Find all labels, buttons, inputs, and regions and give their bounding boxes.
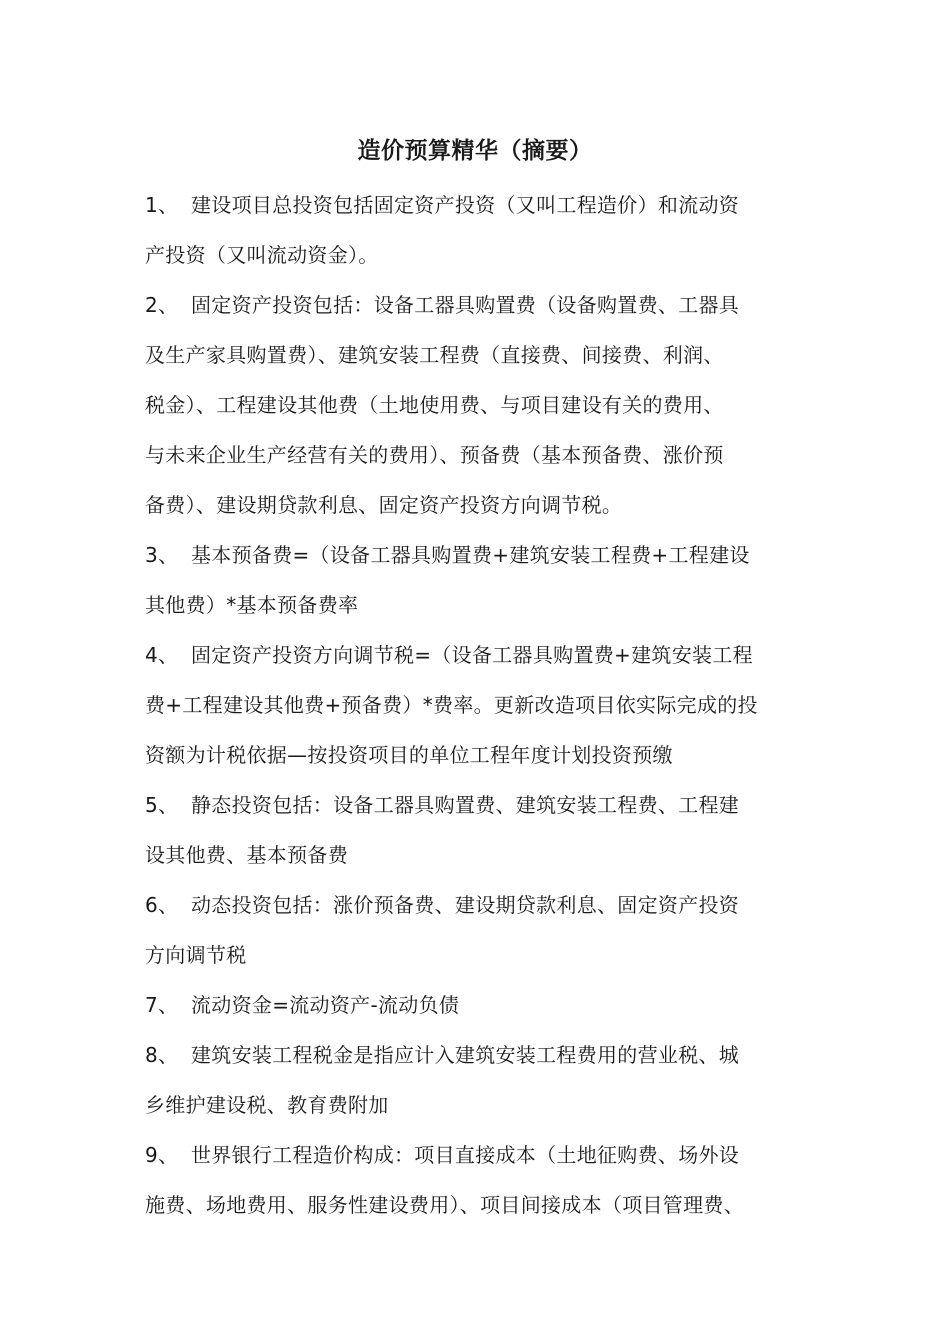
item-text: 固定资产投资方向调节税=（设备工器具购置费+建筑安装工程 xyxy=(191,643,753,667)
item-line xyxy=(145,780,810,830)
item-line xyxy=(145,480,810,530)
item-line xyxy=(145,730,810,780)
list-item xyxy=(145,980,810,1030)
item-number: 6、 xyxy=(145,893,179,917)
list-item xyxy=(145,1130,810,1230)
item-text: 方向调节税 xyxy=(145,943,247,967)
item-line xyxy=(145,280,810,330)
item-text: 建设项目总投资包括固定资产投资（又叫工程造价）和流动资 xyxy=(191,193,740,217)
item-text: 产投资（又叫流动资金）。 xyxy=(145,243,379,267)
item-text: 及生产家具购置费）、建筑安装工程费（直接费、间接费、利润、 xyxy=(145,343,724,367)
item-text: 费+工程建设其他费+预备费）*费率。更新改造项目依实际完成的投 xyxy=(145,693,758,717)
item-text: 税金）、工程建设其他费（土地使用费、与项目建设有关的费用、 xyxy=(145,393,724,417)
item-text: 动态投资包括：涨价预备费、建设期贷款利息、固定资产投资 xyxy=(191,893,740,917)
list-item xyxy=(145,880,810,980)
item-line xyxy=(145,830,810,880)
item-line xyxy=(145,530,810,580)
item-line xyxy=(145,180,810,230)
item-text: 乡维护建设税、教育费附加 xyxy=(145,1093,389,1117)
item-text: 基本预备费=（设备工器具购置费+建筑安装工程费+工程建设 xyxy=(191,543,750,567)
item-line xyxy=(145,380,810,430)
item-text: 备费）、建设期贷款利息、固定资产投资方向调节税。 xyxy=(145,493,623,517)
item-line xyxy=(145,1080,810,1130)
list-item xyxy=(145,180,810,280)
item-text: 世界银行工程造价构成：项目直接成本（土地征购费、场外设 xyxy=(191,1143,740,1167)
item-text: 与未来企业生产经营有关的费用）、预备费（基本预备费、涨价预 xyxy=(145,443,724,467)
item-text: 资额为计税依据—按投资项目的单位工程年度计划投资预缴 xyxy=(145,743,673,767)
list-item xyxy=(145,780,810,880)
item-line xyxy=(145,930,810,980)
item-list xyxy=(145,180,810,1230)
item-number: 2、 xyxy=(145,293,179,317)
item-text: 施费、场地费用、服务性建设费用）、项目间接成本（项目管理费、 xyxy=(145,1193,744,1217)
item-number: 1、 xyxy=(145,193,179,217)
item-line xyxy=(145,680,810,730)
item-line xyxy=(145,980,810,1030)
item-text: 建筑安装工程税金是指应计入建筑安装工程费用的营业税、城 xyxy=(191,1043,740,1067)
list-item xyxy=(145,630,810,780)
item-text: 固定资产投资包括：设备工器具购置费（设备购置费、工器具 xyxy=(191,293,740,317)
item-line xyxy=(145,580,810,630)
list-item xyxy=(145,1030,810,1130)
item-line xyxy=(145,1180,810,1230)
item-line xyxy=(145,630,810,680)
item-text: 静态投资包括：设备工器具购置费、建筑安装工程费、工程建 xyxy=(191,793,740,817)
document-title: 造价预算精华（摘要） xyxy=(357,138,593,164)
item-number: 9、 xyxy=(145,1143,179,1167)
item-text: 流动资金=流动资产-流动负债 xyxy=(191,993,460,1017)
list-item xyxy=(145,530,810,630)
item-number: 7、 xyxy=(145,993,179,1017)
item-number: 3、 xyxy=(145,543,179,567)
list-item xyxy=(145,280,810,530)
item-number: 4、 xyxy=(145,643,179,667)
item-text: 设其他费、基本预备费 xyxy=(145,843,348,867)
item-text: 其他费）*基本预备费率 xyxy=(145,593,359,617)
item-number: 5、 xyxy=(145,793,179,817)
item-line xyxy=(145,430,810,480)
item-line xyxy=(145,230,810,280)
item-line xyxy=(145,1030,810,1080)
item-line xyxy=(145,1130,810,1180)
item-number: 8、 xyxy=(145,1043,179,1067)
item-line xyxy=(145,330,810,380)
item-line xyxy=(145,880,810,930)
